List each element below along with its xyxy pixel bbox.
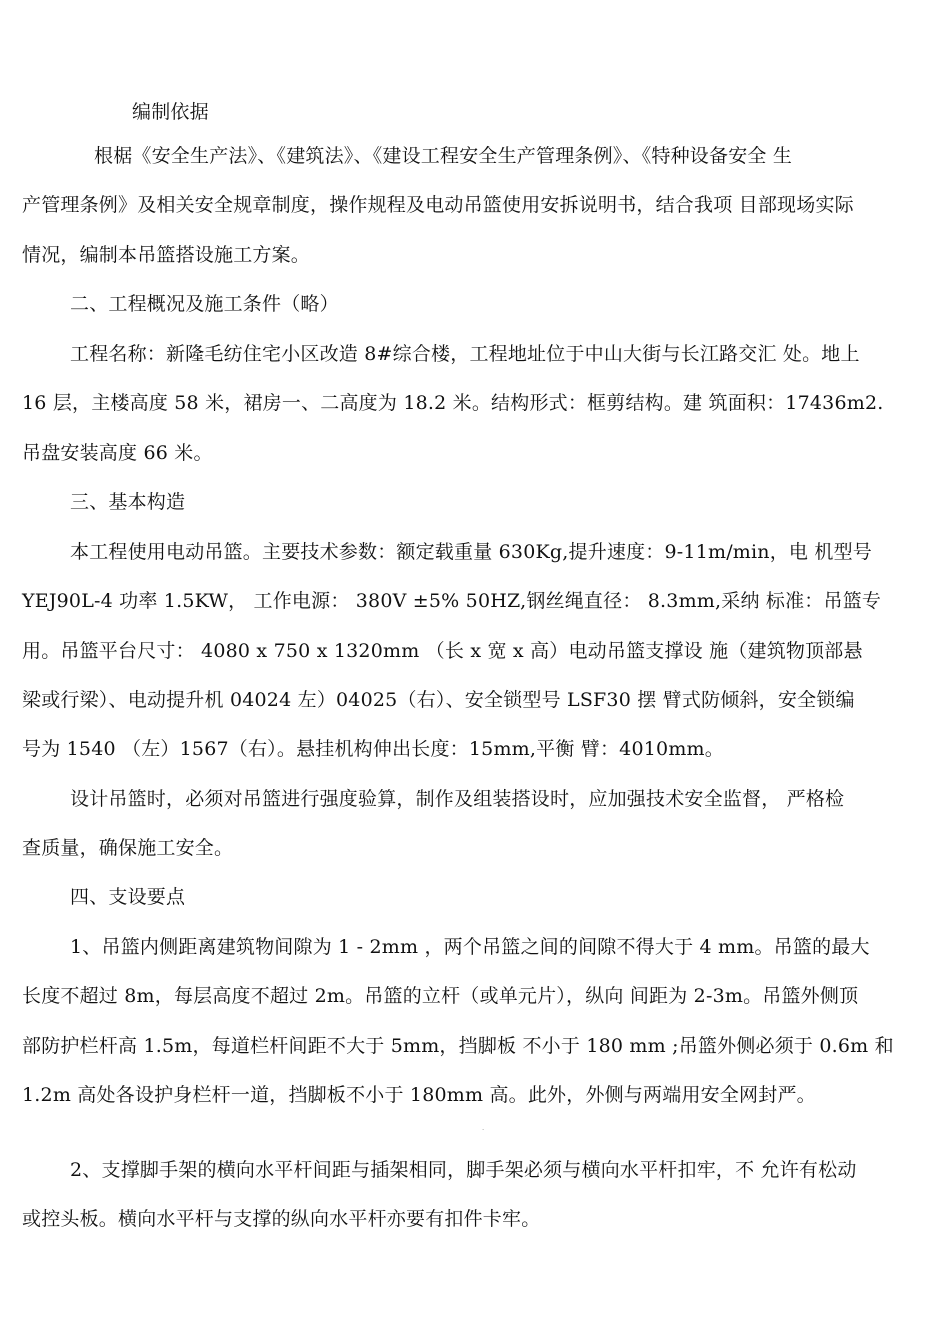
- paragraph-overview-line-2: 16 层，主楼高度 58 米，裙房一、二高度为 18.2 米。结构形式：框剪结构。建 筑面积：17436m2.: [22, 392, 884, 414]
- paragraph-design-line-2: 查质量，确保施工安全。: [22, 837, 234, 859]
- paragraph-overview-line-1: 工程名称：新隆毛纺住宅小区改造 8#综合楼，工程地址位于中山大街与长江路交汇 处。地上: [70, 343, 860, 365]
- paragraph-point1-line-2: 长度不超过 8m，每层高度不超过 2m。吊篮的立杆（或单元片），纵向 间距为 2-3m。吊篮外侧顶: [22, 985, 859, 1007]
- paragraph-point1-line-3: 部防护栏杆高 1.5m，每道栏杆间距不大于 5mm，挡脚板 不小于 180 mm ;吊篮外侧必须于 0.6m 和: [22, 1035, 894, 1057]
- paragraph-overview-line-3: 吊盘安装高度 66 米。: [22, 442, 213, 464]
- paragraph-point2-line-2: 或控头板。横向水平杆与支撑的纵向水平杆亦要有扣件卡牢。: [22, 1208, 541, 1230]
- section-title-key-points: 四、支设要点: [70, 886, 186, 908]
- paragraph-basis-line-3: 情况，编制本吊篮搭设施工方案。: [22, 244, 311, 266]
- paragraph-design-line-1: 设计吊篮时，必须对吊篮进行强度验算，制作及组装搭设时，应加强技术安全监督， 严格检: [70, 788, 845, 810]
- paragraph-point1-line-4: 1.2m 高处各设护身栏杆一道，挡脚板不小于 180mm 高。此外，外侧与两端用安全网封严。: [22, 1084, 816, 1106]
- paragraph-point2-line-1: 2、支撑脚手架的横向水平杆间距与插架相同，脚手架必须与横向水平杆扣牢，不 允许有松动: [70, 1159, 857, 1181]
- heading-basis: 编制依据: [132, 101, 209, 123]
- scan-artifact-dot: ·: [482, 1126, 485, 1134]
- section-title-overview: 二、工程概况及施工条件（略）: [70, 293, 339, 315]
- section-title-structure: 三、基本构造: [70, 491, 186, 513]
- paragraph-point1-line-1: 1、吊篮内侧距离建筑物间隙为 1 - 2mm ，两个吊篮之间的间隙不得大于 4 mm。吊篮的最大: [70, 936, 870, 958]
- paragraph-basis-line-2: 产管理条例》及相关安全规章制度，操作规程及电动吊篮使用安拆说明书，结合我项 目部现场实际: [22, 194, 854, 216]
- paragraph-structure-line-2: YEJ90L-4 功率 1.5KW， 工作电源： 380V ±5% 50HZ,钢丝绳直径： 8.3mm,采纳 标准：吊篮专: [22, 590, 882, 612]
- paragraph-structure-line-1: 本工程使用电动吊篮。主要技术参数：额定载重量 630Kg,提升速度：9-11m/min，电 机型号: [70, 541, 872, 563]
- paragraph-basis-line-1: 根椐《安全生产法》、《建筑法》、《建设工程安全生产管理条例》、《特种设备安全 生: [94, 145, 793, 167]
- paragraph-structure-line-4: 梁或行梁）、电动提升机 04024 左）04025（右）、安全锁型号 LSF30 摆 臂式防倾斜，安全锁编: [22, 689, 855, 711]
- paragraph-structure-line-5: 号为 1540 （左）1567（右）。悬挂机构伸出长度：15mm,平衡 臂：4010mm。: [22, 738, 724, 760]
- paragraph-structure-line-3: 用。吊篮平台尺寸： 4080 x 750 x 1320mm （长 x 宽 x 高）电动吊篮支撑设 施（建筑物顶部悬: [22, 640, 863, 662]
